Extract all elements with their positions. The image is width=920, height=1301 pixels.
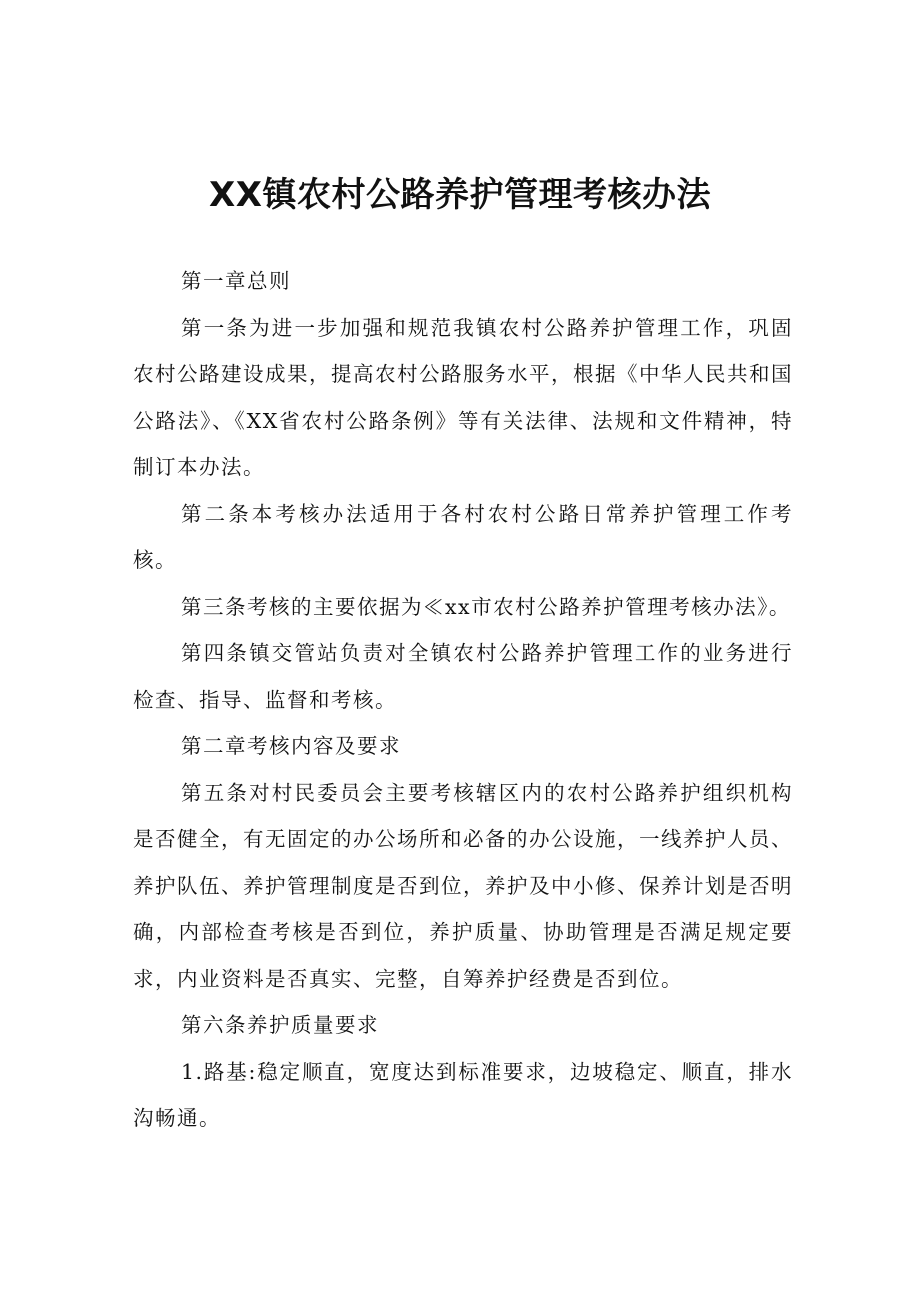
document-body	[133, 258, 793, 1142]
item-1-roadbed: 1.路基:稳定顺直，宽度达到标准要求，边坡稳定、顺直，排水沟畅通。	[133, 1059, 793, 1130]
article-2: 第二条本考核办法适用于各村农村公路日常养护管理工作考核。	[133, 501, 793, 572]
chapter-1-heading: 第一章总则	[181, 269, 291, 293]
article-3: 第三条考核的主要依据为≪xx市农村公路养护管理考核办法》。	[181, 594, 791, 619]
article-4: 第四条镇交管站负责对全镇农村公路养护管理工作的业务进行检查、指导、监督和考核。	[133, 641, 793, 712]
article-1: 第一条为进一步加强和规范我镇农村公路养护管理工作，巩固农村公路建设成果，提高农村公路服务水平，根据《中华人民共和国公路法》、《XX省农村公路条例》等有关法律、法规和文件精神，特制订本办法。	[133, 315, 793, 479]
chapter-2-heading: 第二章考核内容及要求	[181, 734, 401, 758]
article-6-heading: 第六条养护质量要求	[181, 1013, 379, 1037]
article-5: 第五条对村民委员会主要考核辖区内的农村公路养护组织机构是否健全，有无固定的办公场所和必备的办公设施，一线养护人员、养护队伍、养护管理制度是否到位，养护及中小修、保养计划是否明确，内部检查考核是否到位，养护质量、协助管理是否满足规定要求，内业资料是否真实、完整，自筹养护经费是否到位。	[133, 780, 793, 991]
document-title: XX镇农村公路养护管理考核办法	[209, 175, 711, 215]
